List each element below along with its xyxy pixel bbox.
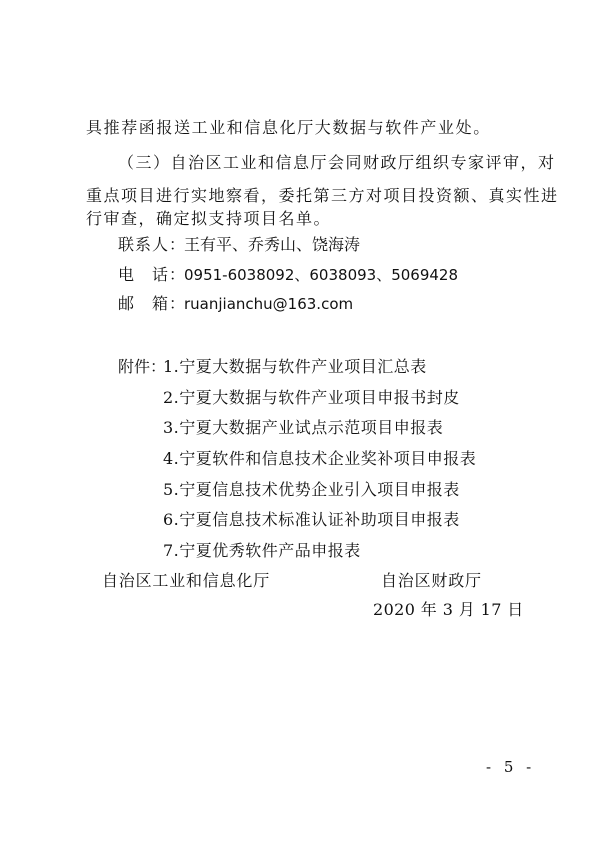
contact-phone-value: 0951-6038092、6038093、5069428: [184, 266, 458, 284]
signature-date: 2020 年 3 月 17 日: [373, 600, 524, 619]
page-number: - 5 -: [486, 758, 536, 776]
attachment-item: 4.宁夏软件和信息技术企业奖补项目申报表: [163, 449, 477, 468]
attachment-item: 3.宁夏大数据产业试点示范项目申报表: [163, 418, 444, 437]
contact-people-value: 王有平、乔秀山、饶海涛: [184, 235, 361, 254]
contact-people-label: 联系人：: [118, 235, 187, 254]
signature-left-org: 自治区工业和信息化厅: [102, 571, 271, 590]
attachment-item: 2.宁夏大数据与软件产业项目申报书封皮: [163, 388, 460, 407]
attachment-item: 7.宁夏优秀软件产品申报表: [163, 541, 361, 560]
paragraph-line: 具推荐函报送工业和信息化厅大数据与软件产业处。: [86, 118, 491, 137]
paragraph-line: 行审查，确定拟支持项目名单。: [86, 209, 332, 228]
signature-right-org: 自治区财政厅: [381, 571, 482, 590]
paragraph-line: 重点项目进行实地察看，委托第三方对项目投资额、真实性进: [86, 186, 559, 205]
attachment-item: 5.宁夏信息技术优势企业引入项目申报表: [163, 480, 460, 499]
contact-phone-label: 电 话：: [118, 265, 187, 284]
contact-email-value: ruanjianchu@163.com: [184, 295, 354, 313]
attachment-item: 6.宁夏信息技术标准认证补助项目申报表: [163, 510, 460, 529]
attachment-item: 1.宁夏大数据与软件产业项目汇总表: [163, 357, 427, 376]
attachments-label: 附件：: [118, 357, 167, 376]
paragraph-line: （三）自治区工业和信息厅会同财政厅组织专家评审，对: [118, 153, 556, 172]
contact-email-label: 邮 箱：: [118, 294, 187, 313]
